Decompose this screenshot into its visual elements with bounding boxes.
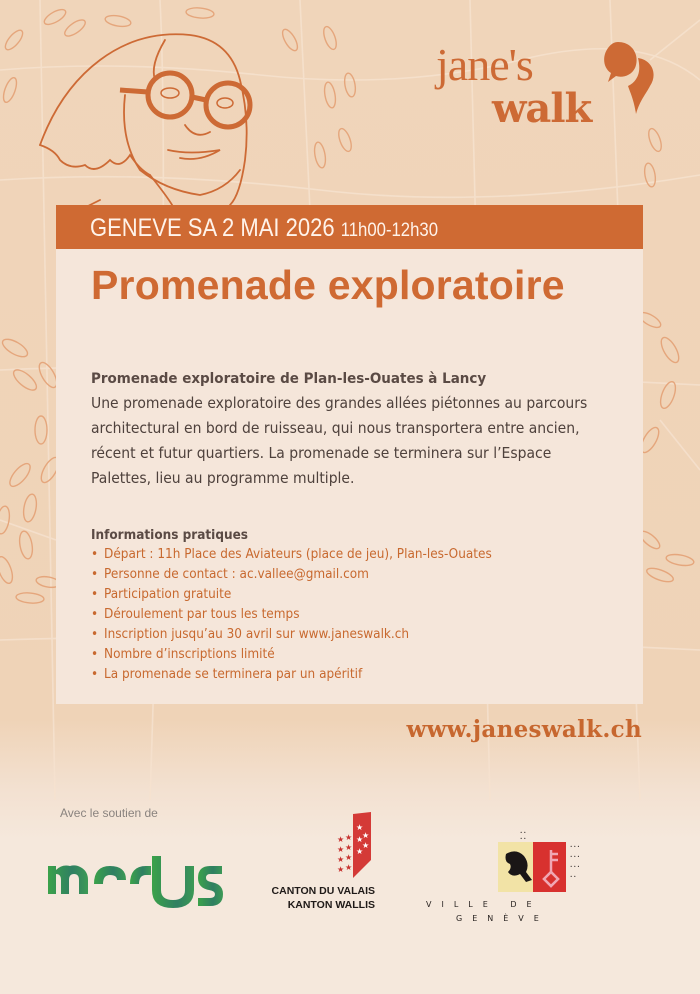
geneve-name: VILLE DE GENÈVE [426, 900, 549, 923]
svg-text:★: ★ [345, 853, 353, 862]
sponsors-label: Avec le soutien de [60, 806, 158, 820]
ville-de-geneve-logo [420, 828, 600, 928]
svg-text:★: ★ [345, 833, 353, 842]
description-line: architectural en bord de ruisseau, qui nous transportera entre ancien, [91, 419, 580, 437]
description-line: Une promenade exploratoire des grandes allées piétonnes au parcours [91, 394, 588, 412]
event-subtitle: Promenade exploratoire de Plan-les-Ouates à Lancy [91, 371, 487, 387]
svg-text:★: ★ [362, 831, 370, 840]
event-time: 11h00-12h30 [340, 220, 439, 241]
bullet-icon: • [91, 607, 99, 622]
svg-text:• • •: • • • [570, 854, 580, 859]
info-item-registration: • Inscription jusqu’au 30 avril sur www.janeswalk.ch [91, 625, 492, 645]
speech-bubbles-icon [600, 38, 660, 118]
info-item-limited: • Nombre d’inscriptions limité [91, 645, 492, 665]
bullet-icon: • [91, 547, 99, 562]
event-title: Promenade exploratoire [91, 262, 565, 308]
event-card [56, 205, 643, 704]
event-date-banner [56, 205, 643, 249]
logo-text-walk: walk [492, 85, 592, 132]
svg-text:★: ★ [356, 823, 364, 832]
info-item-aperitif: • La promenade se terminera par un apéritif [91, 665, 492, 685]
bullet-icon: • [91, 627, 99, 642]
svg-text:• • •: • • • [570, 864, 580, 869]
valais-name: CANTON DU VALAIS KANTON WALLIS [271, 885, 375, 911]
svg-text:★: ★ [337, 865, 345, 874]
logo-text-janes: jane's [436, 39, 533, 90]
event-date [90, 214, 438, 245]
svg-text:★: ★ [337, 835, 345, 844]
website-link[interactable]: www.janeswalk.ch [406, 716, 642, 743]
svg-text:• •: • • [520, 836, 526, 841]
svg-text:★: ★ [345, 843, 353, 852]
info-list [91, 545, 492, 685]
janes-walk-logo [430, 38, 660, 138]
svg-text:• •: • • [520, 830, 526, 835]
info-heading: Informations pratiques [91, 528, 248, 543]
modus-logo [48, 856, 223, 908]
info-item-contact: • Personne de contact : ac.vallee@gmail.com [91, 565, 492, 585]
svg-text:★: ★ [362, 841, 370, 850]
canton-valais-logo [265, 812, 385, 912]
svg-text:★: ★ [356, 835, 364, 844]
event-city-date: GENEVE SA 2 MAI 2026 [90, 214, 335, 242]
valais-flag-icon [265, 812, 385, 882]
geneve-coat-of-arms-icon [420, 828, 600, 894]
svg-text:★: ★ [337, 845, 345, 854]
info-item-departure: • Départ : 11h Place des Aviateurs (place de jeu), Plan-les-Ouates [91, 545, 492, 565]
event-description [91, 391, 630, 491]
svg-text:★: ★ [356, 847, 364, 856]
jane-jacobs-portrait-illustration [0, 0, 350, 210]
bullet-icon: • [91, 667, 99, 682]
svg-text:• • •: • • • [570, 844, 580, 849]
description-line: Palettes, lieu au programme multiple. [91, 469, 355, 487]
info-item-price: • Participation gratuite [91, 585, 492, 605]
bullet-icon: • [91, 567, 99, 582]
svg-text:★: ★ [337, 855, 345, 864]
bullet-icon: • [91, 647, 99, 662]
svg-text:• •: • • [570, 874, 576, 879]
description-line: récent et futur quartiers. La promenade se terminera sur l’Espace [91, 444, 552, 462]
info-item-weather: • Déroulement par tous les temps [91, 605, 492, 625]
svg-text:★: ★ [345, 863, 353, 872]
bullet-icon: • [91, 587, 99, 602]
